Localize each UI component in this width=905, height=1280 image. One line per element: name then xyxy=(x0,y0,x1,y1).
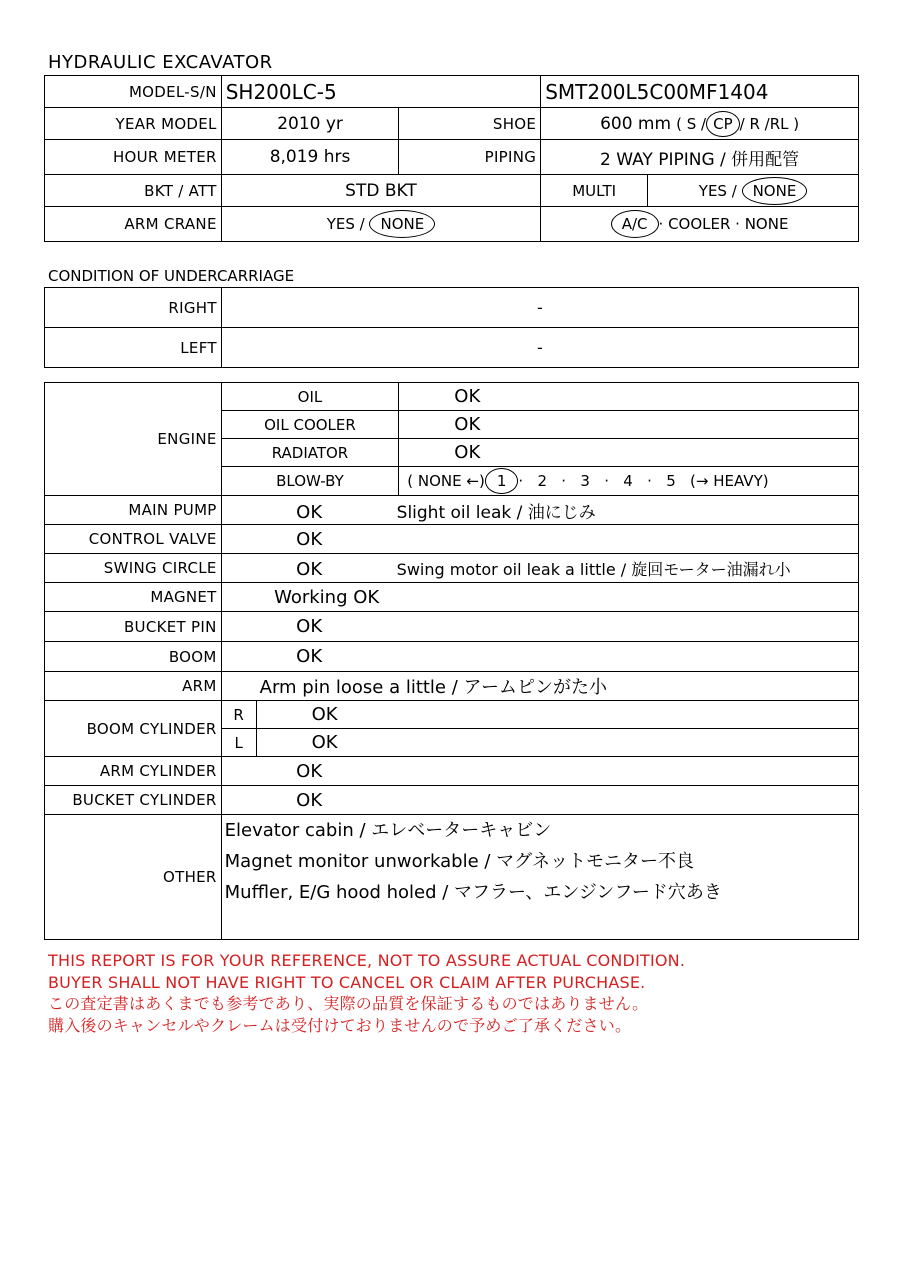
blowby-label: BLOW-BY xyxy=(221,467,399,496)
oil-cooler-value: OK xyxy=(399,411,859,439)
year-value: 2010 yr xyxy=(221,108,399,140)
boom-cylinder-r-value: OK xyxy=(256,701,858,729)
disclaimer-line-2: BUYER SHALL NOT HAVE RIGHT TO CANCEL OR CLAIM AFTER PURCHASE. xyxy=(48,972,646,992)
control-valve-cell xyxy=(221,525,858,554)
blowby-selected: 1 xyxy=(485,468,519,494)
disclaimer xyxy=(48,950,685,1036)
other-line-3: Muffler, E/G hood holed / マフラー、エンジンフード穴あき xyxy=(224,882,722,903)
bucket-pin-cell xyxy=(221,612,858,642)
undercarriage-table xyxy=(44,287,859,368)
blowby-rest: · 2 · 3 · 4 · 5 (→ HEAVY) xyxy=(518,472,769,490)
model-sn-label: MODEL-S/N xyxy=(45,76,222,108)
swing-circle-note: Swing motor oil leak a little / 旋回モーター油漏れ小 xyxy=(396,559,791,579)
year-label: YEAR MODEL xyxy=(45,108,222,140)
condition-table xyxy=(44,382,859,940)
model-value: SH200LC-5 xyxy=(221,76,540,108)
engine-label: ENGINE xyxy=(45,383,222,496)
serial-value: SMT200L5C00MF1404 xyxy=(541,76,859,108)
other-line-1: Elevator cabin / エレベーターキャビン xyxy=(224,820,552,841)
crane-none-selected: NONE xyxy=(369,210,435,238)
control-valve-value: OK xyxy=(296,528,323,550)
radiator-value: OK xyxy=(399,439,859,467)
multi-sep: / xyxy=(731,181,737,200)
magnet-value: Working OK xyxy=(274,586,380,608)
hour-label: HOUR METER xyxy=(45,140,222,175)
crane-sep: / xyxy=(359,215,365,233)
multi-cell xyxy=(648,175,859,207)
multi-none-selected: NONE xyxy=(742,177,808,205)
shoe-label: SHOE xyxy=(399,108,541,140)
report-title: HYDRAULIC EXCAVATOR xyxy=(48,52,273,73)
boom-label: BOOM xyxy=(45,642,222,672)
piping-value: 2 WAY PIPING / 併用配管 xyxy=(541,140,859,175)
boom-value: OK xyxy=(296,646,323,667)
arm-crane-cell xyxy=(221,207,540,242)
multi-yes: YES xyxy=(698,181,727,200)
main-pump-label: MAIN PUMP xyxy=(45,496,222,525)
ac-cell xyxy=(541,207,859,242)
undercarriage-title: CONDITION OF UNDERCARRIAGE xyxy=(48,267,295,285)
oil-label: OIL xyxy=(221,383,399,411)
bkt-label: BKT / ATT xyxy=(45,175,222,207)
piping-label: PIPING xyxy=(399,140,541,175)
shoe-close: / R /RL ) xyxy=(739,114,800,133)
disclaimer-line-1: THIS REPORT IS FOR YOUR REFERENCE, NOT TO ASSURE ACTUAL CONDITION. xyxy=(48,951,686,970)
oil-value: OK xyxy=(399,383,859,411)
arm-crane-label: ARM CRANE xyxy=(45,207,222,242)
boom-cylinder-l-label: L xyxy=(221,729,256,757)
boom-cell xyxy=(221,642,858,672)
ac-rest: · COOLER · NONE xyxy=(658,215,789,233)
radiator-label: RADIATOR xyxy=(221,439,399,467)
shoe-value: 600 mm xyxy=(600,113,672,134)
boom-cylinder-l-value: OK xyxy=(256,729,858,757)
crane-yes: YES xyxy=(326,215,355,233)
undercarriage-right-label: RIGHT xyxy=(45,288,222,328)
swing-circle-value: OK xyxy=(296,558,323,580)
main-pump-note: Slight oil leak / 油にじみ xyxy=(396,502,596,523)
shoe-selected-cp: CP xyxy=(706,111,740,137)
magnet-label: MAGNET xyxy=(45,583,222,612)
ac-selected: A/C xyxy=(611,210,659,238)
other-cell xyxy=(221,815,858,940)
undercarriage-left-label: LEFT xyxy=(45,328,222,368)
multi-label: MULTI xyxy=(541,175,648,207)
swing-circle-label: SWING CIRCLE xyxy=(45,554,222,583)
swing-circle-cell xyxy=(221,554,858,583)
shoe-cell xyxy=(541,108,859,140)
boom-cylinder-r-label: R xyxy=(221,701,256,729)
bucket-pin-value: OK xyxy=(296,616,323,637)
other-label: OTHER xyxy=(45,815,222,940)
arm-label: ARM xyxy=(45,672,222,701)
machine-info-table xyxy=(44,75,859,242)
oil-cooler-label: OIL COOLER xyxy=(221,411,399,439)
disclaimer-line-4: 購入後のキャンセルやクレームは受付けておりませんので予めご了承ください。 xyxy=(48,1015,632,1035)
undercarriage-right-value: - xyxy=(221,288,858,328)
bucket-cylinder-label: BUCKET CYLINDER xyxy=(45,786,222,815)
disclaimer-line-3: この査定書はあくまでも参考であり、実際の品質を保証するものではありません。 xyxy=(48,994,649,1013)
hour-value: 8,019 hrs xyxy=(221,140,399,175)
arm-cylinder-label: ARM CYLINDER xyxy=(45,757,222,786)
arm-cylinder-value: OK xyxy=(296,760,323,782)
undercarriage-left-value: - xyxy=(221,328,858,368)
arm-value: Arm pin loose a little / アームピンがた小 xyxy=(221,672,858,701)
blowby-scale xyxy=(399,467,859,496)
bucket-cylinder-cell xyxy=(221,786,858,815)
bkt-value: STD BKT xyxy=(221,175,540,207)
other-line-2: Magnet monitor unworkable / マグネットモニター不良 xyxy=(224,851,694,872)
main-pump-value: OK xyxy=(296,501,323,523)
control-valve-label: CONTROL VALVE xyxy=(45,525,222,554)
bucket-pin-label: BUCKET PIN xyxy=(45,612,222,642)
magnet-cell xyxy=(221,583,858,612)
main-pump-cell xyxy=(221,496,858,525)
shoe-open: ( S / xyxy=(676,114,707,133)
blowby-start: ( NONE ←) xyxy=(407,472,485,490)
bucket-cylinder-value: OK xyxy=(296,789,323,811)
boom-cylinder-label: BOOM CYLINDER xyxy=(45,701,222,757)
arm-cylinder-cell xyxy=(221,757,858,786)
